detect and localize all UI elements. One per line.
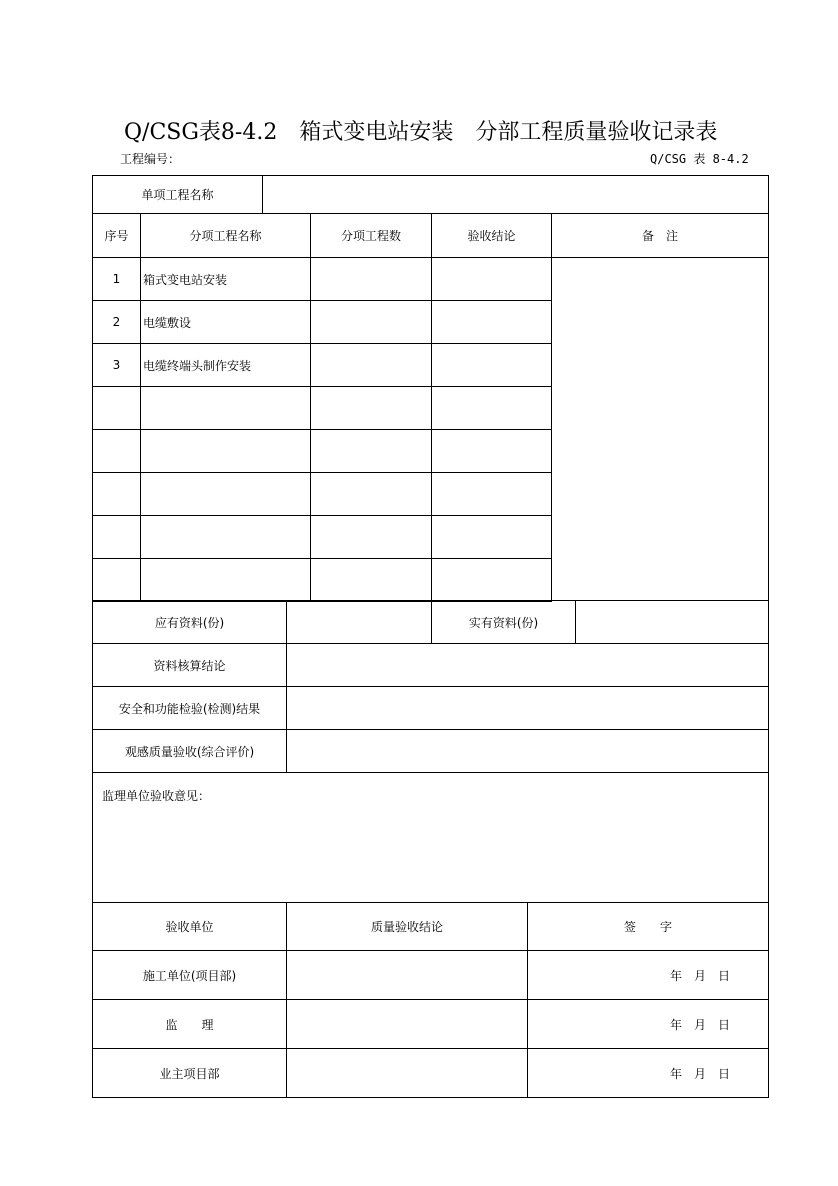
page-title: Q/CSG表8-4.2 箱式变电站安装 分部工程质量验收记录表 bbox=[124, 120, 718, 145]
row-no-cell[interactable]: 3 bbox=[92, 343, 141, 387]
row-count-cell[interactable] bbox=[310, 386, 432, 430]
row-conclusion-cell[interactable] bbox=[431, 515, 552, 559]
docs-check-label: 资料核算结论 bbox=[92, 643, 287, 687]
row-conclusion-cell[interactable] bbox=[431, 343, 552, 387]
sign-header-signature: 签 字 bbox=[527, 902, 769, 951]
sign-row-date[interactable]: 年 月 日 bbox=[527, 1048, 769, 1098]
safety-check-label: 安全和功能检验(检测)结果 bbox=[92, 686, 287, 730]
sign-row-date[interactable]: 年 月 日 bbox=[527, 950, 769, 1000]
row-no-cell[interactable] bbox=[92, 472, 141, 516]
row-no-cell[interactable] bbox=[92, 558, 141, 602]
row-name-cell[interactable]: 电缆终端头制作安装 bbox=[140, 343, 311, 387]
row-no-cell[interactable] bbox=[92, 429, 141, 473]
row-count-cell[interactable] bbox=[310, 558, 432, 602]
unit-project-label: 单项工程名称 bbox=[92, 175, 263, 214]
row-name-cell[interactable] bbox=[140, 558, 311, 602]
sign-header-unit: 验收单位 bbox=[92, 902, 287, 951]
row-conclusion-cell[interactable] bbox=[431, 300, 552, 344]
safety-check-value[interactable] bbox=[286, 686, 769, 730]
row-name-cell[interactable] bbox=[140, 515, 311, 559]
sign-row-conclusion[interactable] bbox=[286, 950, 528, 1000]
row-conclusion-cell[interactable] bbox=[431, 257, 552, 301]
row-count-cell[interactable] bbox=[310, 472, 432, 516]
unit-project-value[interactable] bbox=[262, 175, 769, 214]
row-no-cell[interactable]: 2 bbox=[92, 300, 141, 344]
header-count: 分项工程数 bbox=[310, 213, 432, 258]
row-name-cell[interactable] bbox=[140, 472, 311, 516]
row-count-cell[interactable] bbox=[310, 515, 432, 559]
sign-row-unit: 业主项目部 bbox=[92, 1048, 287, 1098]
docs-required-value[interactable] bbox=[286, 600, 432, 644]
remark-cell[interactable] bbox=[551, 257, 769, 601]
row-count-cell[interactable] bbox=[310, 300, 432, 344]
docs-actual-value[interactable] bbox=[575, 600, 769, 644]
project-no-label: 工程编号： bbox=[120, 152, 181, 166]
supervisor-opinion[interactable]: 监理单位验收意见： bbox=[92, 772, 769, 903]
row-no-cell[interactable] bbox=[92, 515, 141, 559]
docs-check-value[interactable] bbox=[286, 643, 769, 687]
form-code: Q/CSG 表 8-4.2 bbox=[650, 152, 749, 166]
docs-required-label: 应有资料(份) bbox=[92, 600, 287, 644]
sign-row-date[interactable]: 年 月 日 bbox=[527, 999, 769, 1049]
sign-row-conclusion[interactable] bbox=[286, 1048, 528, 1098]
row-name-cell[interactable]: 电缆敷设 bbox=[140, 300, 311, 344]
appearance-value[interactable] bbox=[286, 729, 769, 773]
row-no-cell[interactable]: 1 bbox=[92, 257, 141, 301]
row-conclusion-cell[interactable] bbox=[431, 386, 552, 430]
row-count-cell[interactable] bbox=[310, 343, 432, 387]
row-name-cell[interactable] bbox=[140, 386, 311, 430]
row-conclusion-cell[interactable] bbox=[431, 472, 552, 516]
row-name-cell[interactable] bbox=[140, 429, 311, 473]
row-count-cell[interactable] bbox=[310, 429, 432, 473]
row-no-cell[interactable] bbox=[92, 386, 141, 430]
row-count-cell[interactable] bbox=[310, 257, 432, 301]
sign-header-conclusion: 质量验收结论 bbox=[286, 902, 528, 951]
sign-row-conclusion[interactable] bbox=[286, 999, 528, 1049]
row-conclusion-cell[interactable] bbox=[431, 429, 552, 473]
sign-row-unit: 监 理 bbox=[92, 999, 287, 1049]
header-remark: 备 注 bbox=[551, 213, 769, 258]
header-conclusion: 验收结论 bbox=[431, 213, 552, 258]
appearance-label: 观感质量验收(综合评价) bbox=[92, 729, 287, 773]
row-name-cell[interactable]: 箱式变电站安装 bbox=[140, 257, 311, 301]
header-no: 序号 bbox=[92, 213, 141, 258]
row-conclusion-cell[interactable] bbox=[431, 558, 552, 602]
docs-actual-label: 实有资料(份) bbox=[431, 600, 576, 644]
sign-row-unit: 施工单位(项目部) bbox=[92, 950, 287, 1000]
header-name: 分项工程名称 bbox=[140, 213, 311, 258]
